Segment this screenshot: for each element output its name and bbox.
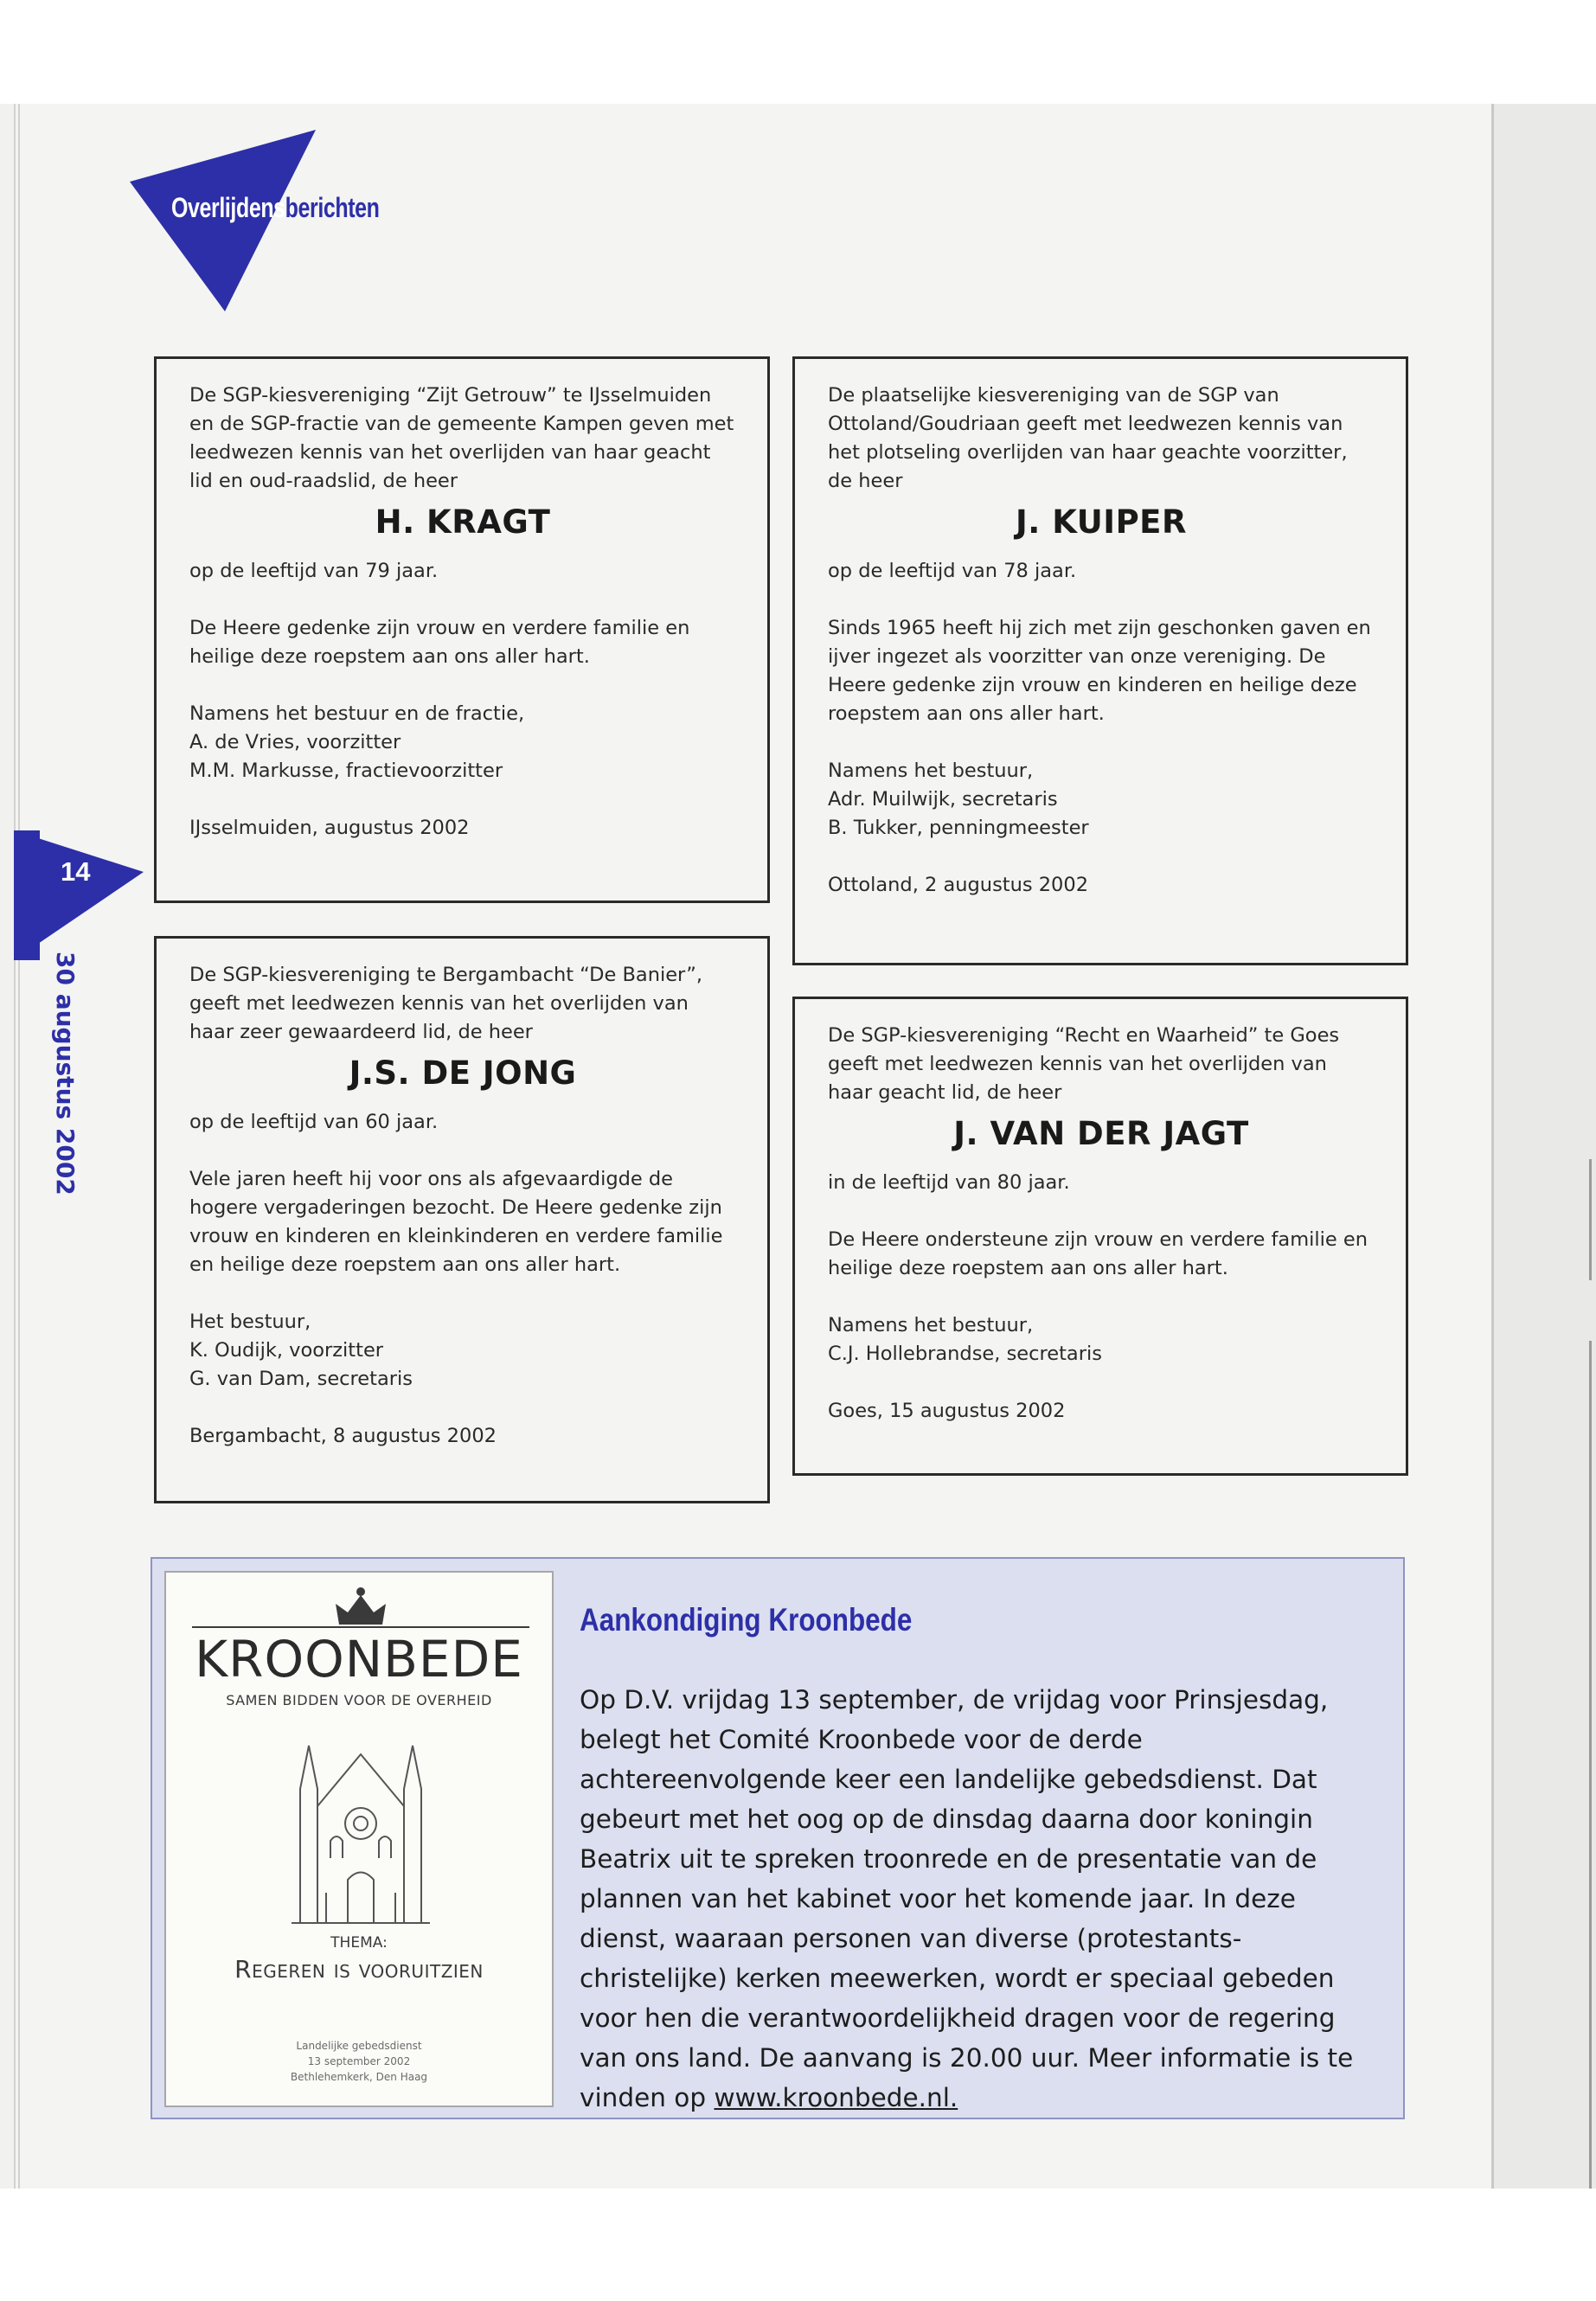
facing-page-edge (1491, 104, 1596, 2189)
event-line: 13 september 2002 (307, 2055, 411, 2067)
notice-age: in de leeftijd van 80 jaar. (828, 1171, 1070, 1194)
logo-word: KROONBEDE (195, 1630, 523, 1689)
notice-place-date: Ottoland, 2 augustus 2002 (828, 874, 1089, 896)
notice-intro: De SGP-kiesvereniging te Bergambacht “De Banier”, geeft met leedwezen kennis van het overlijden van haar zeer gewaardeerd lid, de heer (189, 964, 703, 1043)
notice-signatories (189, 1308, 736, 1394)
kroonbede-text: Op D.V. vrijdag 13 september, de vrijdag voor Prinsjesdag, belegt het Comité Kroonbede voor de derde achtereenvolgende keer een landelijke gebedsdienst. Dat gebeurt met het oog op de dinsdag daarna door koningin Beatrix uit te spreken troonrede en de presentatie van de plannen van het kabinet voor het komende jaar. In deze dienst, waaraan personen van diverse (protestants-christelijke) kerken meewerken, wordt er speciaal gebeden voor hen die verantwoordelijkheid dragen voor de regering van ons land. De aanvang is 20.00 uur. Meer informatie is te vinden op (580, 1685, 1354, 2112)
notice-place-date: Goes, 15 augustus 2002 (828, 1400, 1066, 1422)
event-line: Bethlehemkerk, Den Haag (290, 2071, 428, 2083)
notice-age: op de leeftijd van 60 jaar. (189, 1111, 439, 1133)
notice-place-date: Bergambacht, 8 augustus 2002 (189, 1425, 497, 1447)
scan-background-bottom (0, 2189, 1596, 2301)
kroonbede-logo (164, 1571, 554, 2107)
logo-rule (192, 1626, 529, 1628)
notice-signatories (189, 700, 736, 785)
notice-body: De Heere ondersteune zijn vrouw en verdere familie en heilige deze roepstem aan ons aller hart. (828, 1228, 1368, 1279)
signatory-line: G. van Dam, secretaris (189, 1368, 413, 1390)
section-title-part2: berichten (285, 192, 380, 223)
facing-page-rule (1589, 1341, 1592, 2206)
notice-body: Sinds 1965 heeft hij zich met zijn geschonken gaven en ijver ingezet als voorzitter van onze vereniging. De Heere gedenke zijn vrouw en kinderen en heilige deze roepstem aan ons aller hart. (828, 617, 1371, 725)
facing-page-rule (1589, 1159, 1592, 1280)
notice-intro: De SGP-kiesvereniging “Recht en Waarheid” te Goes geeft met leedwezen kennis van het overlijden van haar geacht lid, de heer (828, 1024, 1340, 1104)
notice-age: op de leeftijd van 79 jaar. (189, 560, 439, 582)
logo-tagline: SAMEN BIDDEN VOOR DE OVERHEID (226, 1692, 492, 1708)
page-number: 14 (61, 856, 91, 887)
notice-body: De Heere gedenke zijn vrouw en verdere familie en heilige deze roepstem aan ons aller hart. (189, 617, 690, 668)
notice-intro: De plaatselijke kiesvereniging van de SGP van Ottoland/Goudriaan geeft met leedwezen kennis van het plotseling overlijden van haar geachte voorzitter, de heer (828, 384, 1348, 492)
notice-place-date: IJsselmuiden, augustus 2002 (189, 817, 470, 839)
signatory-line: Namens het bestuur, (828, 1314, 1034, 1336)
church-icon (283, 1728, 439, 1927)
notice-body: Vele jaren heeft hij voor ons als afgevaardigde de hogere vergaderingen bezocht. De Heere gedenke zijn vrouw en kinderen en kleinkinderen en verdere familie en heilige deze roepstem aan ons aller hart. (189, 1168, 723, 1276)
signatory-line: Adr. Muilwijk, secretaris (828, 788, 1058, 811)
signatory-line: Namens het bestuur en de fractie, (189, 702, 525, 725)
page-number-tab-icon (14, 830, 144, 969)
section-title (171, 192, 379, 224)
signatory-line: A. de Vries, voorzitter (189, 731, 401, 753)
signatory-line: Het bestuur, (189, 1311, 311, 1333)
death-notice-kragt (154, 356, 770, 903)
death-notice-van-der-jagt (792, 997, 1408, 1476)
notice-age: op de leeftijd van 78 jaar. (828, 560, 1077, 582)
death-notice-de-jong (154, 936, 770, 1503)
deceased-name: J. KUIPER (1016, 503, 1187, 541)
thema-motto: Regeren is vooruitzien (234, 1955, 484, 1984)
kroonbede-body (580, 1680, 1375, 2118)
thema-label: THEMA: (330, 1934, 388, 1952)
notice-signatories (828, 757, 1375, 843)
kroonbede-link[interactable]: www.kroonbede.nl. (714, 2083, 958, 2112)
deceased-name: J. VAN DER JAGT (953, 1115, 1249, 1152)
event-line: Landelijke gebedsdienst (296, 2040, 422, 2052)
notice-intro: De SGP-kiesvereniging “Zijt Getrouw” te IJsselmuiden en de SGP-fractie van de gemeente Kampen geven met leedwezen kennis van het overlijden van haar geacht lid en oud-raadslid, de heer (189, 384, 734, 492)
issue-date: 30 augustus 2002 (51, 952, 80, 1195)
deceased-name: J.S. DE JONG (349, 1054, 577, 1092)
deceased-name: H. KRAGT (375, 503, 551, 541)
notice-signatories (828, 1311, 1375, 1368)
signatory-line: B. Tukker, penningmeester (828, 817, 1089, 839)
signatory-line: M.M. Markusse, fractievoorzitter (189, 760, 503, 782)
section-title-part1: Overlijdens (171, 192, 285, 223)
kroonbede-title: Aankondiging Kroonbede (580, 1602, 913, 1638)
death-notice-kuiper (792, 356, 1408, 965)
section-triangle-icon (130, 130, 320, 320)
signatory-line: Namens het bestuur, (828, 760, 1034, 782)
scan-background-top (0, 0, 1596, 104)
kroonbede-announcement (151, 1557, 1405, 2119)
signatory-line: C.J. Hollebrandse, secretaris (828, 1343, 1102, 1365)
signatory-line: K. Oudijk, voorzitter (189, 1339, 384, 1362)
